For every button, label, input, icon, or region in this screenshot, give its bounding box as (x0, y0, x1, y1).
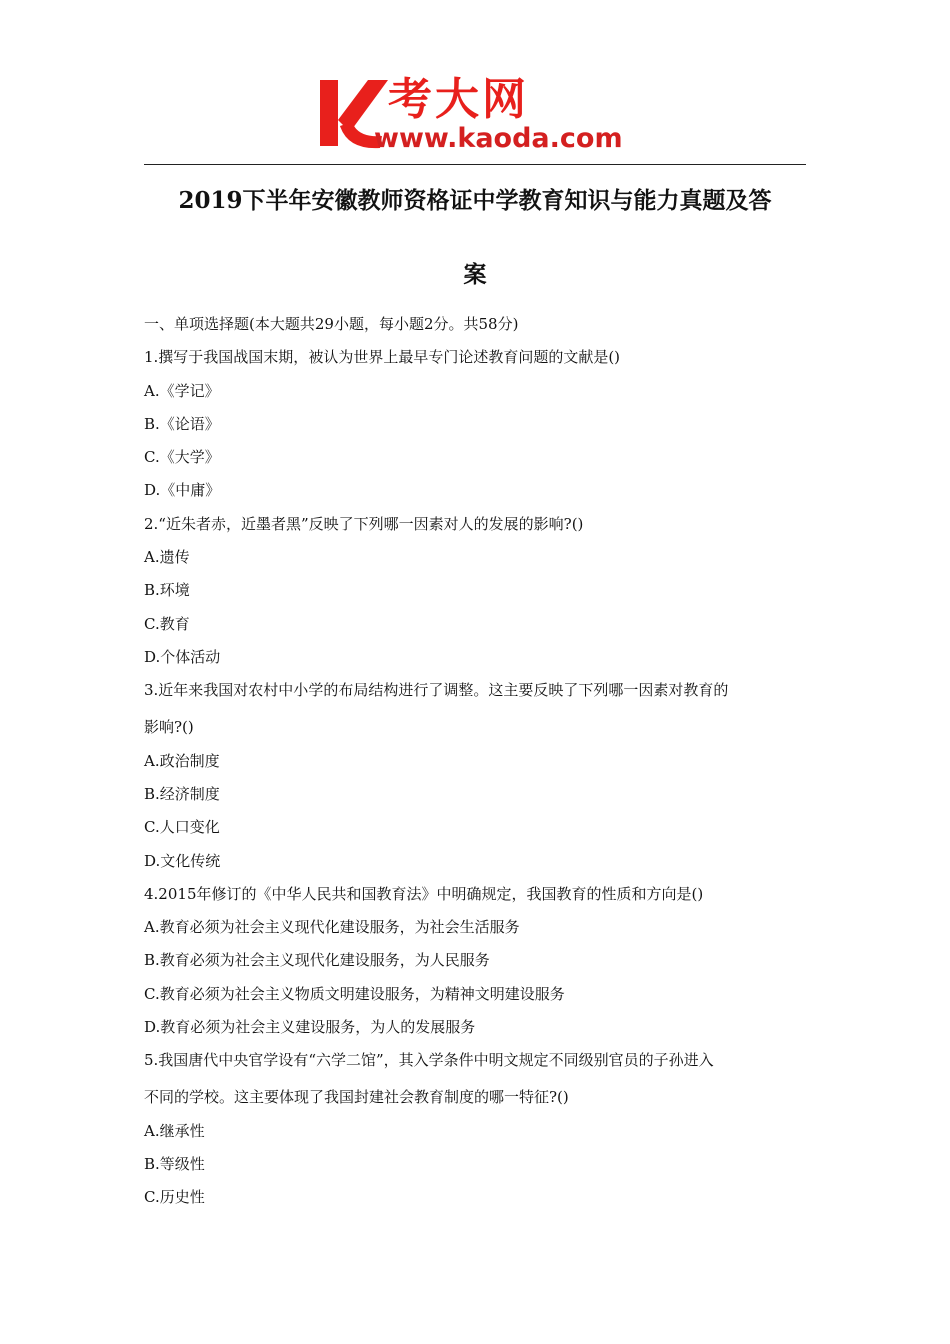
site-logo (318, 76, 638, 158)
question-1-stem: 1.撰写于我国战国末期，被认为世界上最早专门论述教育问题的文献是() (144, 348, 621, 366)
question-3-option-c: C.人口变化 (144, 818, 220, 836)
section-heading: 一、单项选择题(本大题共29小题，每小题2分。共58分) (144, 315, 519, 333)
question-4-option-c: C.教育必须为社会主义物质文明建设服务，为精神文明建设服务 (144, 985, 565, 1003)
question-3-option-d: D.文化传统 (144, 852, 221, 870)
question-1-option-c: C.《大学》 (144, 448, 220, 466)
question-2-option-b: B.环境 (144, 581, 190, 599)
question-4-option-d: D.教育必须为社会主义建设服务，为人的发展服务 (144, 1018, 476, 1036)
page-title-line-1: 2019下半年安徽教师资格证中学教育知识与能力真题及答 (178, 187, 772, 214)
question-3-stem-cont: 影响?() (144, 718, 194, 736)
question-5-stem-cont: 不同的学校。这主要体现了我国封建社会教育制度的哪一特征?() (144, 1088, 569, 1106)
question-1-option-b: B.《论语》 (144, 415, 220, 433)
question-5-stem: 5.我国唐代中央官学设有“六学二馆”，其入学条件中明文规定不同级别官员的子孙进入 (144, 1051, 714, 1069)
question-4-stem: 4.2015年修订的《中华人民共和国教育法》中明确规定，我国教育的性质和方向是() (144, 885, 704, 903)
question-2-stem: 2.“近朱者赤，近墨者黑”反映了下列哪一因素对人的发展的影响?() (144, 515, 584, 533)
question-5-option-c: C.历史性 (144, 1188, 205, 1206)
question-3-option-a: A.政治制度 (144, 752, 220, 770)
header-divider (144, 164, 806, 165)
logo-url: www.kaoda.com (374, 123, 623, 154)
question-4-option-a: A.教育必须为社会主义现代化建设服务，为社会生活服务 (144, 918, 520, 936)
page-title-line-2: 案 (463, 261, 487, 288)
question-5-option-a: A.继承性 (144, 1122, 205, 1140)
logo-brand-name: 考大网 (388, 74, 529, 125)
question-2-option-d: D.个体活动 (144, 648, 221, 666)
question-3-option-b: B.经济制度 (144, 785, 220, 803)
question-2-option-a: A.遗传 (144, 548, 190, 566)
question-4-option-b: B.教育必须为社会主义现代化建设服务，为人民服务 (144, 951, 490, 969)
question-1-option-d: D.《中庸》 (144, 481, 221, 499)
question-2-option-c: C.教育 (144, 615, 190, 633)
question-3-stem: 3.近年来我国对农村中小学的布局结构进行了调整。这主要反映了下列哪一因素对教育的 (144, 681, 729, 699)
question-1-option-a: A.《学记》 (144, 382, 220, 400)
question-5-option-b: B.等级性 (144, 1155, 205, 1173)
